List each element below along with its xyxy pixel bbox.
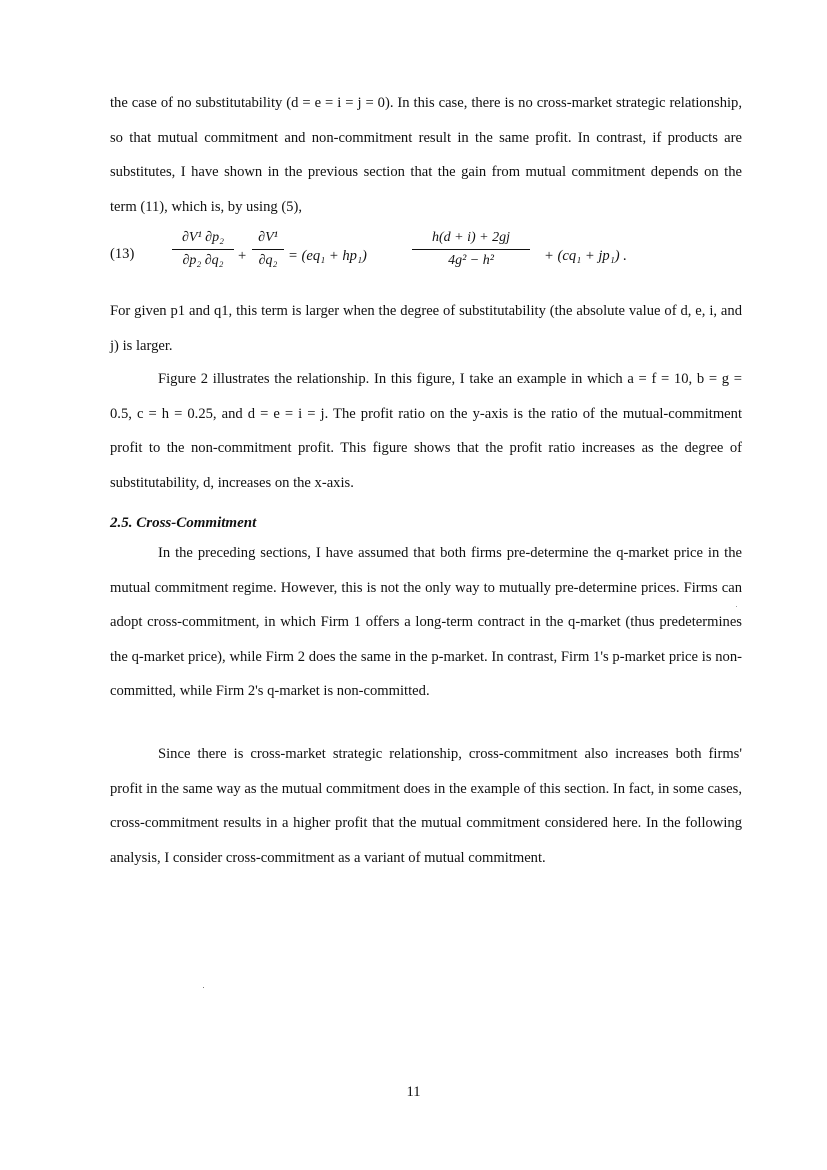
- equation-13: [110, 228, 742, 288]
- fraction-bar: [252, 249, 284, 250]
- fraction-bar: [412, 249, 530, 250]
- scan-speck: [203, 987, 204, 988]
- fraction-3-denominator: 4g² − h²: [448, 253, 494, 268]
- scan-speck: [736, 606, 737, 607]
- fraction-1-numerator: ∂V¹ ∂p₂: [182, 230, 224, 245]
- paragraph-given-p1-q1: For given p1 and q1, this term is larger when the degree of substitutability (the absolute value of d, e, i, and j) is larger.: [110, 303, 742, 354]
- equation-tail-term: + (cq₁ + jp₁) .: [544, 248, 627, 264]
- paragraph-cross-commitment-profit: Since there is cross-market strategic relationship, cross-commitment also increases both firms' profit in the same way as the mutual commitment does in the example of this section. In fact, in some cases, cross-commitment results in a higher profit that the mutual commitment considered here. In the following analysis, I consider cross-commitment as a variant of mutual commitment.: [110, 746, 742, 866]
- fraction-3-numerator: h(d + i) + 2gj: [432, 230, 510, 245]
- fraction-3: [412, 228, 530, 271]
- paragraph-cross-commitment-intro: In the preceding sections, I have assumed that both firms pre-determine the q-market price in the mutual commitment regime. However, this is not the only way to mutually pre-determine prices. Firms can adopt cross-commitment, in which Firm 1 offers a long-term contract in the q-market (thus predetermines the q-market price), while Firm 2 does the same in the p-market. In contrast, Firm 1's p-market price is non-committed, while Firm 2's q-market is non-committed.: [110, 545, 742, 700]
- plus-operator: +: [238, 248, 247, 264]
- fraction-1: [172, 228, 234, 271]
- equation-body: [172, 228, 712, 288]
- page-number: 11: [406, 1084, 421, 1100]
- fraction-2-numerator: ∂V¹: [258, 230, 278, 245]
- fraction-1-denominator: ∂p₂ ∂q₂: [182, 253, 224, 268]
- paragraph-figure-2: Figure 2 illustrates the relationship. In this figure, I take an example in which a = f = 10, b = g = 0.5, c = h = 0.25, and d = e = i = j. The profit ratio on the y-axis is the ratio of the mutual-commitment profit to the non-commitment profit. This figure shows that the profit ratio increases as the degree of substitutability, d, increases on the x-axis.: [110, 371, 742, 491]
- paragraph-substitutability-intro: the case of no substitutability (d = e = i = j = 0). In this case, there is no cross-market strategic relationship, so that mutual commitment and non-commitment result in the same profit. In contrast, if products are substitutes, I have shown in the previous section that the gain from mutual commitment depends on the term (11), which is, by using (5),: [110, 95, 742, 215]
- equation-label: (13): [110, 246, 135, 262]
- fraction-2-denominator: ∂q₂: [258, 253, 278, 268]
- fraction-2: [252, 228, 284, 271]
- section-heading: 2.5. Cross-Commitment: [110, 515, 257, 531]
- fraction-bar: [172, 249, 234, 250]
- equation-middle-term: = (eq₁ + hp₁): [288, 248, 367, 264]
